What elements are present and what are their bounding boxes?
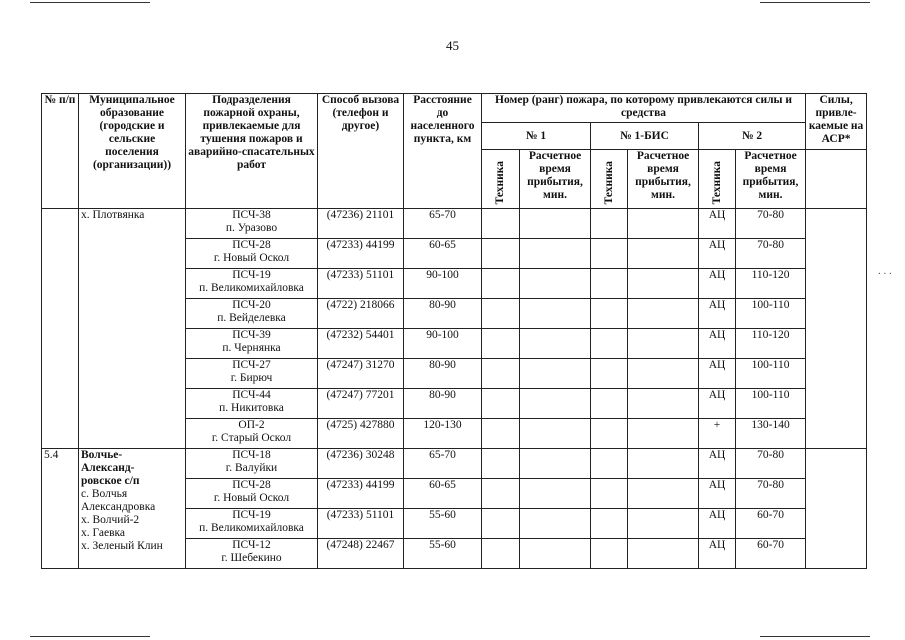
scan-edge-line: [30, 636, 150, 637]
row-unit: ПСЧ-28 г. Новый Оскол: [186, 239, 318, 269]
row-unit: ОП-2 г. Старый Оскол: [186, 419, 318, 449]
row-unit: ПСЧ-12 г. Шебекино: [186, 539, 318, 569]
row-unit: ПСЧ-19 п. Великомихайловка: [186, 509, 318, 539]
row-distance: 55-60: [404, 539, 482, 569]
row-time2: 70-80: [736, 239, 806, 269]
row-time2: 60-70: [736, 539, 806, 569]
row-distance: 65-70: [404, 209, 482, 239]
row-distance: 55-60: [404, 509, 482, 539]
row-tech2: АЦ: [699, 269, 736, 299]
fire-resources-table: [41, 93, 867, 569]
header-municipality: Муниципальное образование (городские и сельские поселения (организации)): [79, 94, 186, 209]
row-unit: ПСЧ-19 п. Великомихайловка: [186, 269, 318, 299]
row-distance: 60-65: [404, 479, 482, 509]
row-time2: 130-140: [736, 419, 806, 449]
row-distance: 65-70: [404, 449, 482, 479]
row-phone: (47236) 30248: [318, 449, 404, 479]
row-tech2: АЦ: [699, 299, 736, 329]
row-tech2: АЦ: [699, 479, 736, 509]
row-phone: (47236) 21101: [318, 209, 404, 239]
row-unit: ПСЧ-38 п. Уразово: [186, 209, 318, 239]
row-phone: (47233) 51101: [318, 269, 404, 299]
header-row-1: [42, 94, 867, 123]
row-tech2: +: [699, 419, 736, 449]
row-unit: ПСЧ-28 г. Новый Оскол: [186, 479, 318, 509]
row-unit: ПСЧ-20 п. Вейделевка: [186, 299, 318, 329]
header-distance: Расстояние до населенного пункта, км: [404, 94, 482, 209]
row-distance: 80-90: [404, 389, 482, 419]
row-tech2: АЦ: [699, 449, 736, 479]
row-phone: (47232) 54401: [318, 329, 404, 359]
row-phone: (47247) 77201: [318, 389, 404, 419]
row-tech2: АЦ: [699, 359, 736, 389]
row-time2: 110-120: [736, 269, 806, 299]
header-asr: Силы, привле-каемые на АСР*: [806, 94, 867, 150]
row-time2: 100-110: [736, 299, 806, 329]
header-equipment-2: Техника: [699, 150, 736, 209]
header-rank1bis: № 1-БИС: [591, 123, 699, 150]
row-time2: 100-110: [736, 359, 806, 389]
page-number: 45: [446, 38, 459, 53]
row-distance: 80-90: [404, 359, 482, 389]
table-row: [42, 449, 867, 479]
row-unit: ПСЧ-18 г. Валуйки: [186, 449, 318, 479]
row-num: 5.4: [42, 449, 79, 569]
row-distance: 90-100: [404, 329, 482, 359]
row-municipality: х. Плотвянка: [79, 209, 186, 449]
header-rank1: № 1: [482, 123, 591, 150]
row-tech2: АЦ: [699, 539, 736, 569]
row-phone: (47247) 31270: [318, 359, 404, 389]
header-call-method: Способ вызова (телефон и другое): [318, 94, 404, 209]
row-distance: 90-100: [404, 269, 482, 299]
row-time2: 110-120: [736, 329, 806, 359]
row-tech2: АЦ: [699, 239, 736, 269]
row-time2: 70-80: [736, 449, 806, 479]
header-arrival-1: Расчетное время прибытия, мин.: [520, 150, 591, 209]
row-tech2: АЦ: [699, 509, 736, 539]
scan-edge-line: [760, 2, 870, 3]
row-distance: 120-130: [404, 419, 482, 449]
header-num: № п/п: [42, 94, 79, 209]
scan-edge-line: [760, 636, 870, 637]
scan-edge-line: [30, 2, 150, 3]
row-phone: (47248) 22467: [318, 539, 404, 569]
row-phone: (47233) 51101: [318, 509, 404, 539]
row-phone: (47233) 44199: [318, 479, 404, 509]
header-arrival-1bis: Расчетное время прибытия, мин.: [628, 150, 699, 209]
row-unit: ПСЧ-39 п. Чернянка: [186, 329, 318, 359]
header-units: Подразделения пожарной охраны, привлекаемые для тушения пожаров и аварийно-спасательных работ: [186, 94, 318, 209]
row-time2: 70-80: [736, 209, 806, 239]
row-phone: (47233) 44199: [318, 239, 404, 269]
row-unit: ПСЧ-44 п. Никитовка: [186, 389, 318, 419]
header-equipment-1: Техника: [482, 150, 520, 209]
header-asr-empty: [806, 150, 867, 209]
row-time2: 100-110: [736, 389, 806, 419]
row-phone: (4725) 427880: [318, 419, 404, 449]
header-fire-number: Номер (ранг) пожара, по которому привлекаются силы и средства: [482, 94, 806, 123]
row-distance: 80-90: [404, 299, 482, 329]
row-num: [42, 209, 79, 449]
row-phone: (4722) 218066: [318, 299, 404, 329]
header-arrival-2: Расчетное время прибытия, мин.: [736, 150, 806, 209]
row-distance: 60-65: [404, 239, 482, 269]
row-time2: 60-70: [736, 509, 806, 539]
header-rank2: № 2: [699, 123, 806, 150]
table-row: [42, 209, 867, 239]
row-tech2: АЦ: [699, 209, 736, 239]
row-time2: 70-80: [736, 479, 806, 509]
row-tech2: АЦ: [699, 389, 736, 419]
header-equipment-1bis: Техника: [591, 150, 628, 209]
row-tech2: АЦ: [699, 329, 736, 359]
row-unit: ПСЧ-27 г. Бирюч: [186, 359, 318, 389]
row-municipality: Волчье- Александ- ровское с/п с. Волчья Александровка х. Волчий-2 х. Гаевка х. Зеленый Клин: [79, 449, 186, 569]
scan-dots: . . .: [878, 265, 892, 277]
